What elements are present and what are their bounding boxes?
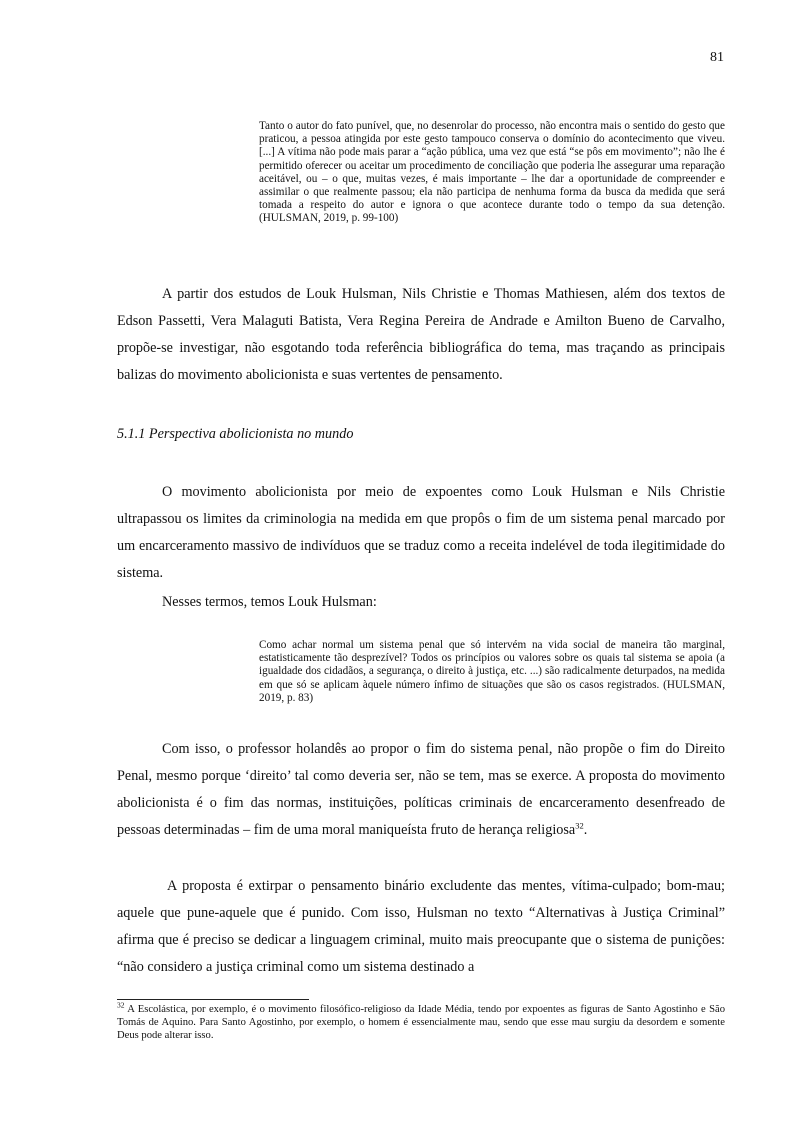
paragraph-dutch-professor-text: Com isso, o professor holandês ao propor o fim do sistema penal, não propõe o fim do Direito Penal, mesmo porque ‘direito’ tal como deveria ser, não se tem, mas se exerce. A proposta do movimento abolicionista é o fim das normas, instituições, políticas criminais de encarceramento desenfreado de pessoas determinadas – fim de uma moral maniqueísta fruto de herança religiosa: [117, 741, 725, 838]
paragraph-research-scope: A partir dos estudos de Louk Hulsman, Nils Christie e Thomas Mathiesen, além dos textos de Edson Passetti, Vera Malaguti Batista, Vera Regina Pereira de Andrade e Amilton Bueno de Carvalho, propõe-se investigar, não esgotando toda referência bibliográfica do tema, mas traçando as principais balizas do movimento abolicionista e suas vertentes de pensamento.: [117, 286, 725, 383]
paragraph-binary-thinking: [117, 873, 725, 981]
paragraph-binary-thinking-text: A proposta é extirpar o pensamento binário excludente das mentes, vítima-culpado; bom-mau; aquele que pune-aquele que é punido. Com isso, Hulsman no texto “Alternativas à Justiça Criminal” afirma que é preciso se dedicar a linguagem criminal, muito mais preocupante que o sistema de punições: “não considero a justiça criminal como um sistema destinado a: [117, 878, 725, 975]
footnote-divider: [117, 999, 309, 1000]
block-quote-hulsman-penal-system: Como achar normal um sistema penal que só intervém na vida social de maneira tão marginal, estatisticamente tão desprezível? Todos os princípios ou valores sobre os quais tal sistema se apoia (a igualdade dos cidadãos, a segurança, o direito à justiça, etc. ...) são radicalmente deturpados, na medida em que só se aplicam àquele número ínfimo de situações que são os casos registrados. (HULSMAN, 2019, p. 83): [259, 639, 725, 704]
footnote: [117, 1000, 725, 1042]
paragraph-dutch-professor-end: .: [583, 822, 588, 838]
footnote-number: 32: [117, 1000, 125, 1010]
footnote-reference[interactable]: 32: [575, 820, 584, 831]
paragraph-dutch-professor: [117, 736, 725, 844]
footnote-text: A Escolástica, por exemplo, é o movimento filosófico-religioso da Idade Média, tendo por expoentes as figuras de Santo Agostinho e São Tomás de Aquino. Para Santo Agostinho, por exemplo, o homem é essencialmente mau, sendo que esse mau surgiu da desordem e somente Deus pode alterar isso.: [117, 1004, 725, 1041]
block-quote-hulsman-victim: Tanto o autor do fato punível, que, no desenrolar do processo, não encontra mais o sentido do gesto que praticou, a pessoa atingida por este gesto tampouco conserva o domínio do acontecimento que viveu. [...] A vítima não pode mais parar a “ação pública, uma vez que está “se pôs em movimento”; não lhe é permitido oferecer ou aceitar um procedimento de conciliação que poderia lhe assegurar uma reparação aceitável, ou – o que, muitas vezes, é mais importante – lhe dar a oportunidade de compreender e assimilar o que realmente passou; ela não participa de nenhuma forma da busca da medida que será tomada a respeito do autor e ignora o que acontece durante todo o tempo da sua detenção. (HULSMAN, 2019, p. 99-100): [259, 120, 725, 225]
section-heading: 5.1.1 Perspectiva abolicionista no mundo: [117, 426, 354, 442]
page-number: 81: [710, 50, 724, 65]
paragraph-abolitionist-movement: O movimento abolicionista por meio de expoentes como Louk Hulsman e Nils Christie ultrapassou os limites da criminologia na medida em que propôs o fim de um sistema penal marcado por um encarceramento massivo de indivíduos que se traduz como a receita indelével de toda ilegitimidade do sistema.: [117, 484, 725, 581]
paragraph-intro-quote: Nesses termos, temos Louk Hulsman:: [162, 594, 377, 610]
